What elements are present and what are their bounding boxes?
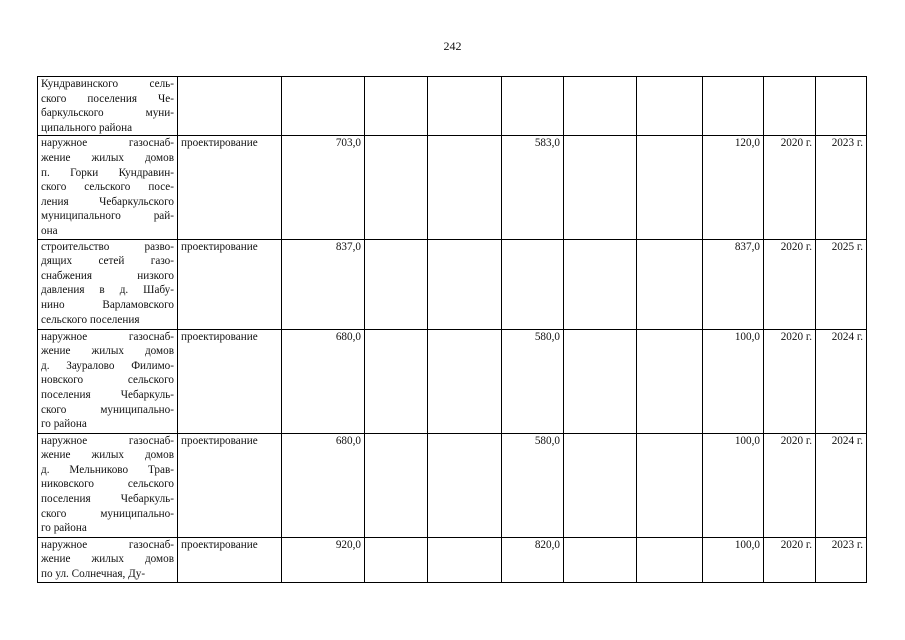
description-line: баркульского муни- [41, 107, 174, 120]
cell-col-6 [564, 537, 637, 582]
description-line: п. Горки Кундравин- [41, 166, 174, 179]
cell-stage: проектирование [178, 329, 282, 433]
cell-col-5: 583,0 [502, 136, 564, 239]
description-line: наружное газоснаб- [41, 137, 174, 150]
page-number: 242 [443, 39, 462, 53]
description-line: муниципального рай- [41, 210, 174, 223]
description-line: наружное газоснаб- [41, 434, 174, 447]
cell-col-3 [365, 136, 428, 239]
description-line: жение жилых домов [41, 151, 174, 164]
cell-col-7 [637, 136, 703, 239]
table-row [38, 537, 867, 582]
cell-col-6 [564, 239, 637, 329]
cell-col-6 [564, 77, 637, 136]
cell-start-year: 2020 г. [764, 239, 816, 329]
cell-start-year: 2020 г. [764, 329, 816, 433]
cell-total: 920,0 [282, 537, 365, 582]
cell-col-5: 580,0 [502, 329, 564, 433]
description-line: наружное газоснаб- [41, 538, 174, 551]
description-line: ления Чебаркульского [41, 195, 174, 208]
description-line: жение жилых домов [41, 345, 174, 358]
cell-start-year: 2020 г. [764, 136, 816, 239]
cell-col-4 [428, 329, 502, 433]
cell-total [282, 77, 365, 136]
description-line: ского поселения Че- [41, 92, 174, 105]
description-line: сельского поселения [41, 313, 140, 326]
cell-col-7 [637, 433, 703, 537]
cell-col-8: 120,0 [703, 136, 764, 239]
description-line: поселения Чебаркуль- [41, 388, 174, 401]
description-line: наружное газоснаб- [41, 330, 174, 343]
cell-end-year: 2024 г. [816, 433, 867, 537]
cell-col-8: 100,0 [703, 433, 764, 537]
description-line: д. Мельниково Трав- [41, 463, 174, 476]
cell-col-5 [502, 239, 564, 329]
description-line: ского муниципально- [41, 403, 174, 416]
table-row [38, 136, 867, 239]
description-line: го района [41, 418, 87, 431]
cell-col-8 [703, 77, 764, 136]
cell-col-5: 820,0 [502, 537, 564, 582]
cell-col-4 [428, 239, 502, 329]
description-line: жение жилых домов [41, 449, 174, 462]
cell-stage: проектирование [178, 433, 282, 537]
cell-stage: проектирование [178, 239, 282, 329]
cell-col-3 [365, 433, 428, 537]
cell-col-4 [428, 77, 502, 136]
cell-col-3 [365, 329, 428, 433]
cell-description [38, 329, 178, 433]
cell-description [38, 239, 178, 329]
cell-col-4 [428, 537, 502, 582]
description-line: поселения Чебаркуль- [41, 492, 174, 505]
cell-description [38, 77, 178, 136]
description-line: никовского сельского [41, 478, 174, 491]
cell-total: 703,0 [282, 136, 365, 239]
cell-col-4 [428, 136, 502, 239]
cell-col-8: 837,0 [703, 239, 764, 329]
cell-end-year [816, 77, 867, 136]
cell-start-year [764, 77, 816, 136]
description-line: ципального района [41, 121, 133, 134]
table-row [38, 329, 867, 433]
cell-end-year: 2025 г. [816, 239, 867, 329]
cell-stage: проектирование [178, 537, 282, 582]
description-line: го района [41, 522, 87, 535]
table-row [38, 239, 867, 329]
description-line: д. Зауралово Филимо- [41, 359, 174, 372]
cell-end-year: 2024 г. [816, 329, 867, 433]
cell-col-6 [564, 329, 637, 433]
cell-col-7 [637, 537, 703, 582]
cell-total: 837,0 [282, 239, 365, 329]
investment-table [37, 76, 867, 583]
cell-col-8: 100,0 [703, 329, 764, 433]
cell-description [38, 136, 178, 239]
description-line: новского сельского [41, 374, 174, 387]
description-line: по ул. Солнечная, Ду- [41, 567, 146, 580]
description-line: она [41, 224, 58, 237]
cell-description [38, 537, 178, 582]
description-line: ского муниципально- [41, 507, 174, 520]
cell-col-8: 100,0 [703, 537, 764, 582]
table-row [38, 77, 867, 136]
cell-stage [178, 77, 282, 136]
description-line: жение жилых домов [41, 553, 174, 566]
cell-col-7 [637, 329, 703, 433]
cell-col-3 [365, 77, 428, 136]
cell-total: 680,0 [282, 433, 365, 537]
cell-start-year: 2020 г. [764, 537, 816, 582]
description-line: ского сельского посе- [41, 181, 174, 194]
description-line: Кундравинского сель- [41, 78, 174, 90]
cell-description [38, 433, 178, 537]
cell-col-7 [637, 77, 703, 136]
description-line: строительство разво- [41, 240, 174, 253]
description-line: нино Варламовского [41, 298, 174, 311]
cell-col-6 [564, 433, 637, 537]
cell-col-3 [365, 537, 428, 582]
table-body [38, 77, 867, 583]
cell-col-3 [365, 239, 428, 329]
description-line: давления в д. Шабу- [41, 284, 174, 297]
table-row [38, 433, 867, 537]
cell-col-4 [428, 433, 502, 537]
description-line: дящих сетей газо- [41, 255, 174, 268]
description-line: снабжения низкого [41, 269, 174, 282]
cell-start-year: 2020 г. [764, 433, 816, 537]
cell-stage: проектирование [178, 136, 282, 239]
cell-end-year: 2023 г. [816, 136, 867, 239]
cell-end-year: 2023 г. [816, 537, 867, 582]
cell-col-7 [637, 239, 703, 329]
cell-col-5 [502, 77, 564, 136]
cell-col-6 [564, 136, 637, 239]
cell-total: 680,0 [282, 329, 365, 433]
cell-col-5: 580,0 [502, 433, 564, 537]
